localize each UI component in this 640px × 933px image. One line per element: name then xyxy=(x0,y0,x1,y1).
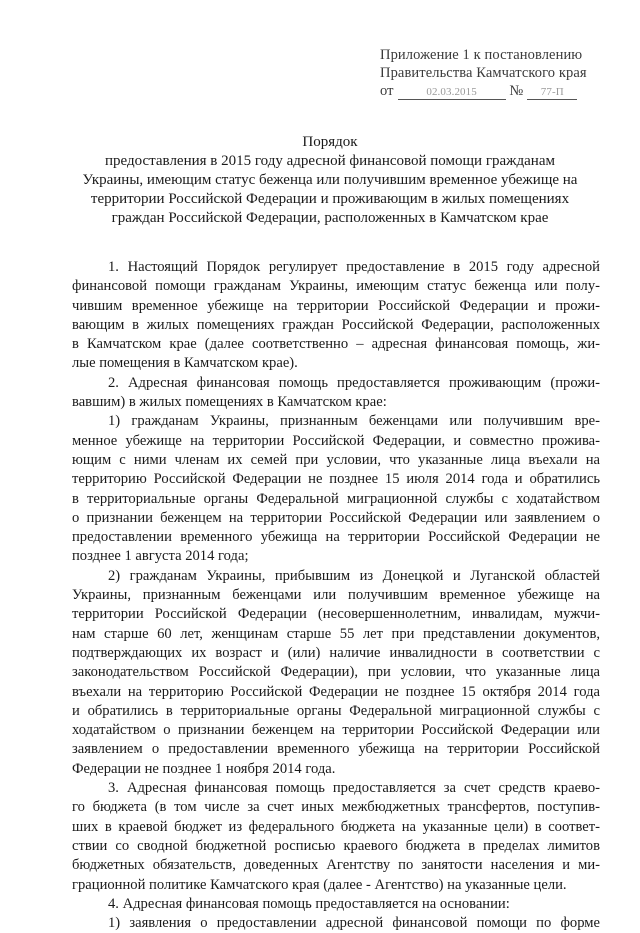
body-line: 4. Адресная финансовая помощь предоставляется на основании: xyxy=(108,895,510,912)
body-line: заявлением о предоставлении временного убежища на территории Российской xyxy=(72,741,600,758)
title-line: предоставления в 2015 году адресной финансовой помощи гражданам xyxy=(105,153,555,169)
body-line: позднее 1 августа 2014 года; xyxy=(72,548,249,565)
annex-line-2: Правительства Камчатского края xyxy=(380,65,587,81)
title-line: территории Российской Федерации и проживающим в жилых помещениях xyxy=(90,191,570,207)
body-line: вающим в жилых помещениях граждан Российской Федерации, расположенных xyxy=(72,316,600,333)
body-line: 1. Настоящий Порядок регулирует предоставление в 2015 году адресной xyxy=(108,259,600,275)
body-line: ющим с ними членам их семей при условии, что указанные лица въехали на xyxy=(72,451,600,468)
annex-from-label: от xyxy=(380,83,394,99)
body-line: предоставлении временного убежища на территории Российской Федерации не xyxy=(72,529,600,546)
title-line: Порядок xyxy=(302,134,358,150)
body-line: территорию Российской Федерации не позднее 15 июля 2014 года и обратились xyxy=(72,471,600,488)
body-line: 1) гражданам Украины, признанным беженцами или получившим вре- xyxy=(108,413,600,430)
body-line: ходатайством о признании беженцем на территории Российской Федерации или xyxy=(72,722,600,739)
annex-date-line xyxy=(380,82,620,100)
body-line: 3. Адресная финансовая помощь предоставляется за счет средств краево- xyxy=(108,780,600,797)
body-line: Украины, признанным беженцами или получившим временное убежище на xyxy=(72,587,600,604)
document-title xyxy=(50,133,610,228)
document-body xyxy=(72,258,600,933)
body-line: Федерации не позднее 1 ноября 2014 года. xyxy=(72,760,336,777)
body-line: го бюджета (в том числе за счет иных межбюджетных трансфертов, поступив- xyxy=(72,799,600,816)
body-line: чившим временное убежище на территории Российской Федерации и прожи- xyxy=(72,297,600,314)
body-line: ствии со сводной бюджетной росписью краевого бюджета в пределах лимитов xyxy=(72,837,600,854)
body-line: бюджетных обязательств, доведенных Агентству по занятости населения и ми- xyxy=(72,857,600,874)
body-line: 2. Адресная финансовая помощь предоставляется проживающим (прожи- xyxy=(108,374,600,391)
body-line: ших в краевой бюджет из федерального бюджета на указанные цели) в соответ- xyxy=(72,818,600,835)
body-line: нам старше 60 лет, женщинам старше 55 лет при представлении документов, xyxy=(72,625,600,642)
title-line: Украины, имеющим статус беженца или получившим временное убежище на xyxy=(82,172,578,188)
annex-number-value: 77-П xyxy=(527,85,577,100)
body-line: территории Российской Федерации (несовершеннолетним, инвалидам, мужчи- xyxy=(72,606,600,623)
annex-header xyxy=(380,46,620,100)
title-line: граждан Российской Федерации, расположенных в Камчатском крае xyxy=(111,210,549,226)
annex-date-value: 02.03.2015 xyxy=(398,85,506,100)
body-line: лые помещения в Камчатском крае). xyxy=(72,355,298,372)
body-line: в Камчатском крае (далее соответственно – адресная финансовая помощь, жи- xyxy=(72,336,600,353)
body-line: менное убежище на территории Российской Федерации, и совместно прожива- xyxy=(72,432,600,449)
body-line: вавшим) в жилых помещениях в Камчатском крае: xyxy=(72,394,387,411)
body-line: 1) заявления о предоставлении адресной финансовой помощи по форме xyxy=(108,915,600,932)
body-line: финансовой помощи гражданам Украины, имеющим статус беженца или полу- xyxy=(72,278,600,295)
body-line: и обратились в территориальные органы Федеральной миграционной службы с xyxy=(72,702,600,719)
body-line: о признании беженцем на территории Российской Федерации или заявлением о xyxy=(72,509,600,526)
body-line: в территориальные органы Федеральной миграционной службы с ходатайством xyxy=(72,490,600,507)
body-line: грационной политике Камчатского края (далее - Агентство) на указанные цели. xyxy=(72,876,567,893)
body-line: въехали на территорию Российской Федерации не позднее 15 октября 2014 года xyxy=(72,683,600,700)
annex-number-label: № xyxy=(509,83,524,99)
annex-line-1: Приложение 1 к постановлению xyxy=(380,47,583,63)
body-line: 2) гражданам Украины, прибывшим из Донецкой и Луганской областей xyxy=(108,567,600,584)
body-line: подтверждающих их возраст и (или) наличие инвалидности в соответствии с xyxy=(72,644,600,661)
body-line: законодательством Российской Федерации), при условии, что указанные лица xyxy=(72,664,600,681)
